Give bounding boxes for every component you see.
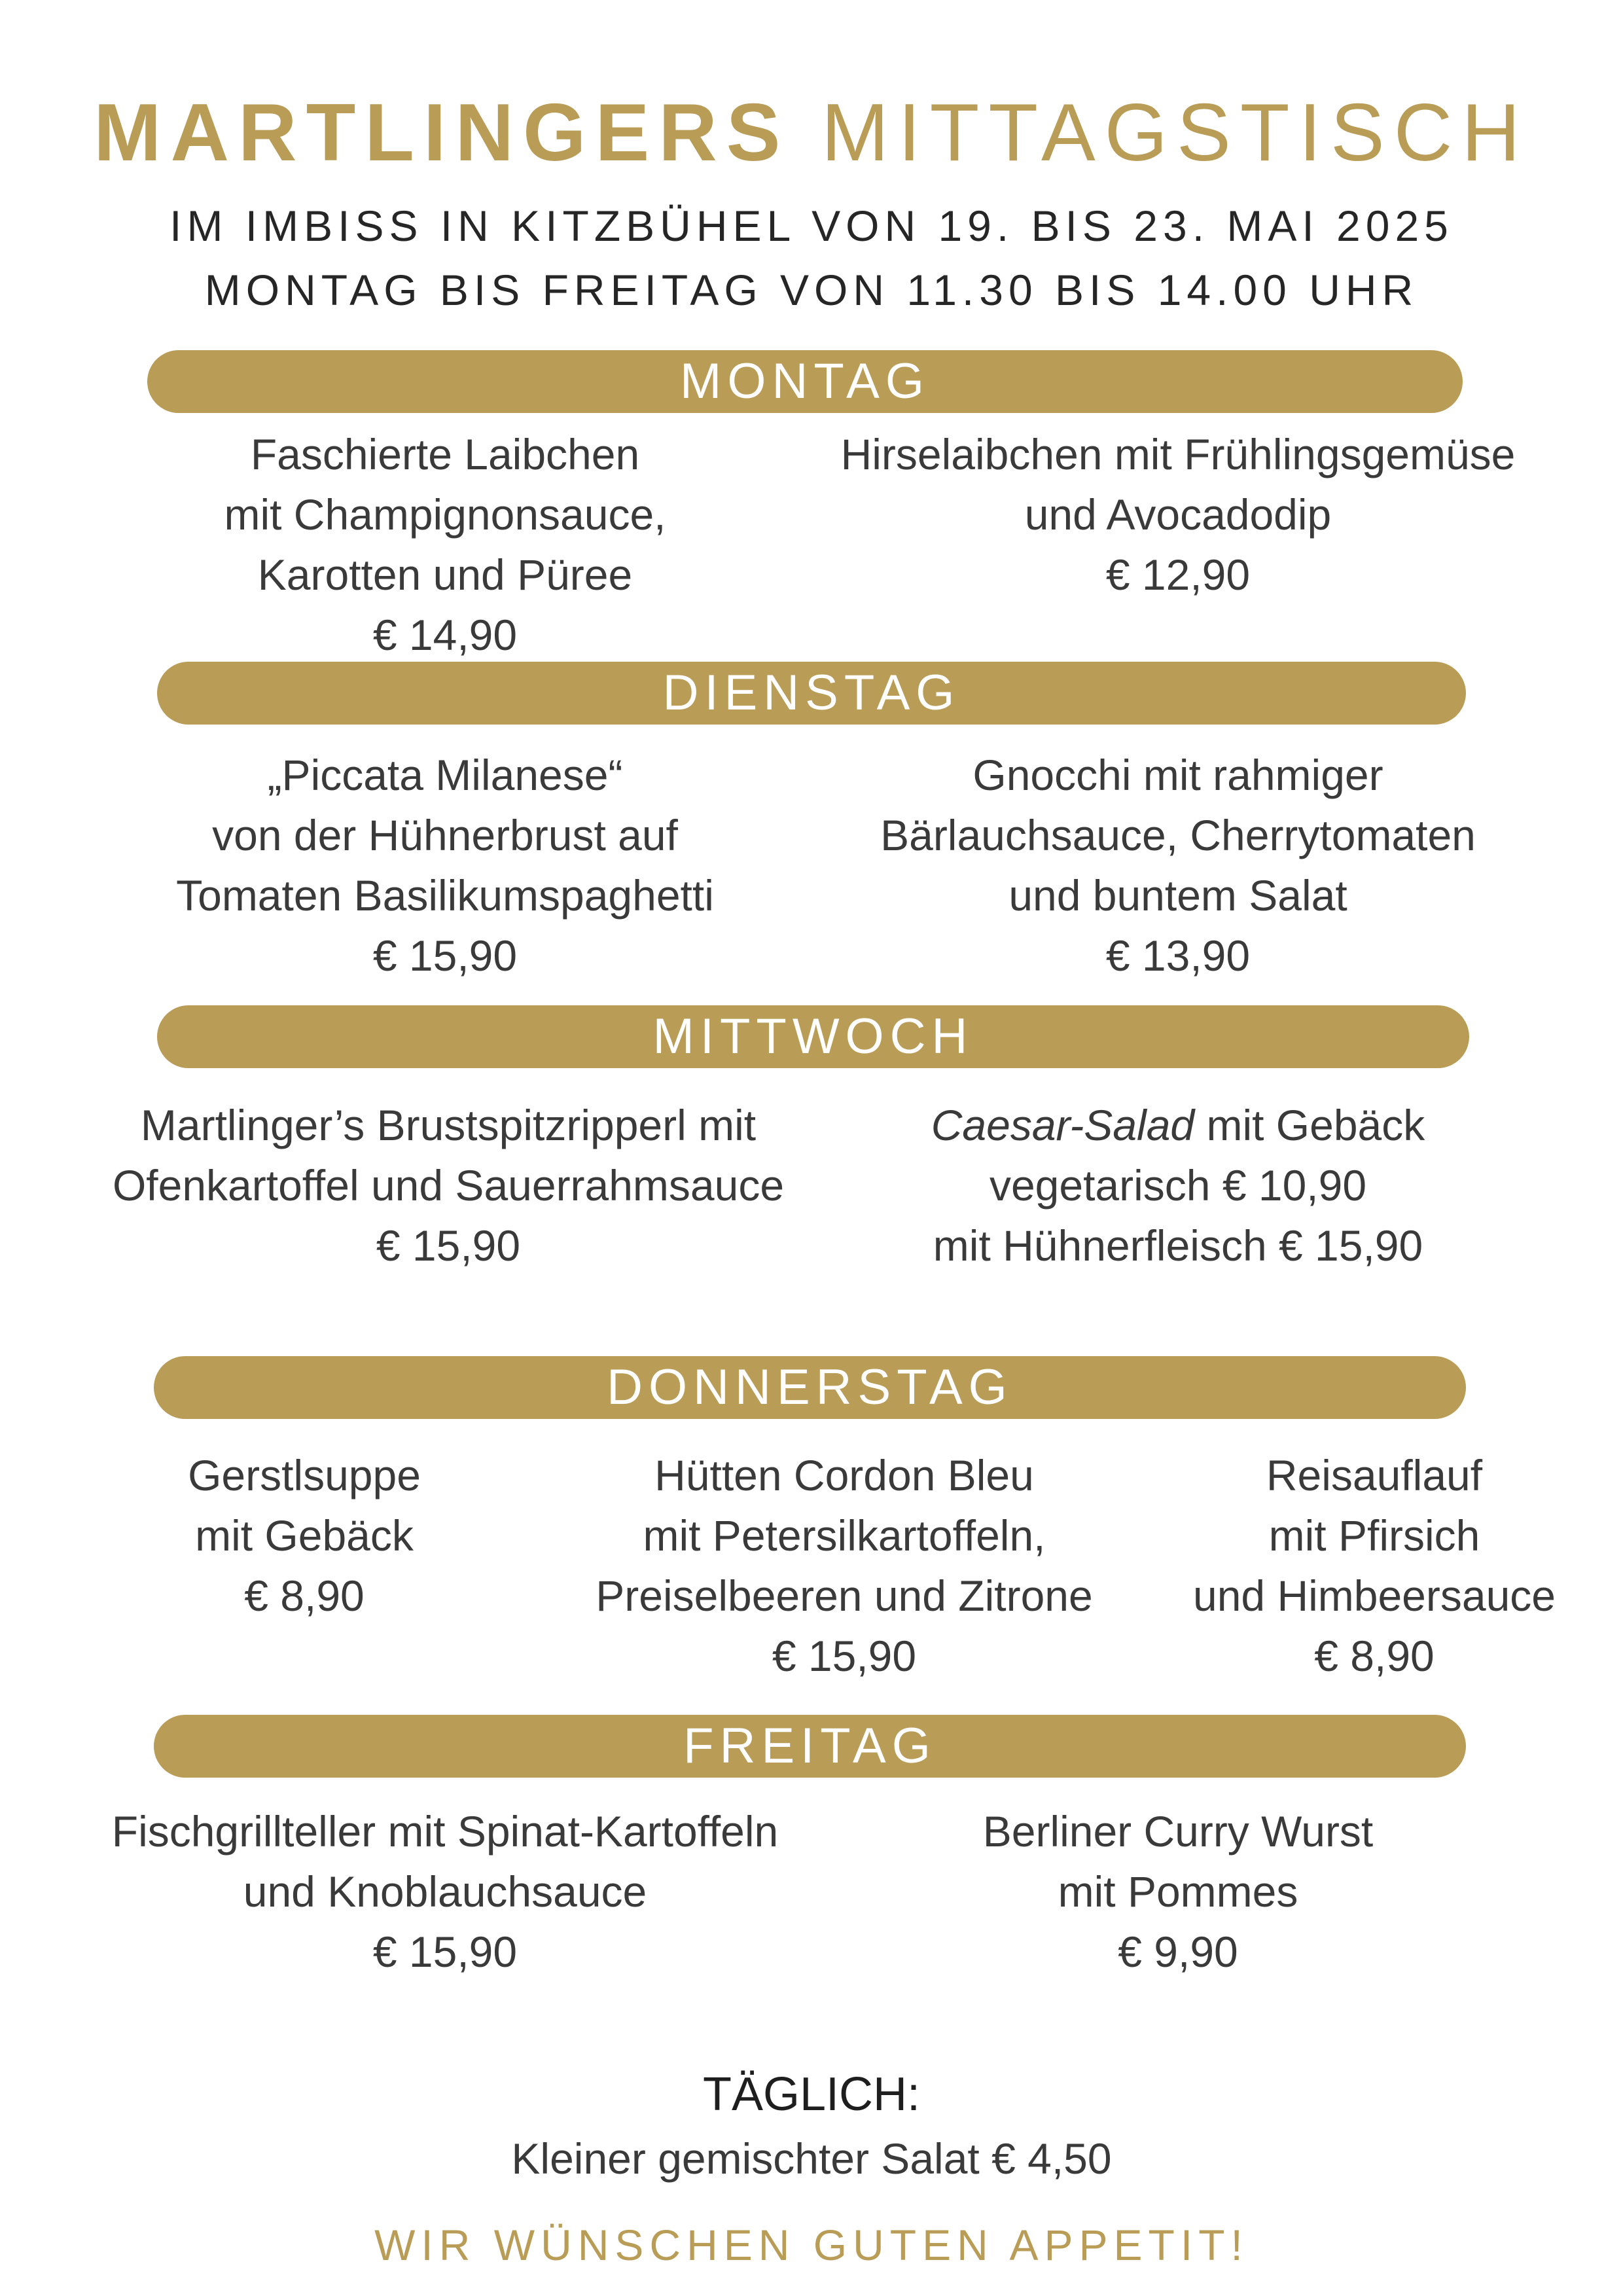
dish-line: Faschierte Laibchen [250,430,640,478]
dish-line: und Himbeersauce [1193,1571,1556,1620]
dish-freitag-2 [916,1801,1440,1982]
page-title [0,84,1623,182]
dish-line: von der Hühnerbrust auf [212,811,678,859]
dish-line: Gerstlsuppe [188,1451,421,1499]
dish-dienstag-1 [131,745,759,986]
dish-line: mit Pommes [1058,1867,1298,1916]
dish-line: Hirselaibchen mit Frühlingsgemüse [840,430,1516,478]
day-bar-montag: MONTAG [147,350,1463,413]
daily-title: TÄGLICH: [702,2068,921,2121]
day-bar-mittwoch: MITTWOCH [157,1005,1469,1068]
dish-price: € 15,90 [376,1221,521,1270]
dish-line: Martlinger’s Brustspitzripperl mit [140,1101,757,1149]
dish-dienstag-2 [838,745,1518,986]
dish-donnerstag-3 [1158,1445,1590,1686]
dish-donnerstag-2 [563,1445,1126,1686]
dish-line-rest: mit Gebäck [1194,1101,1425,1149]
dish-line: Fischgrillteller mit Spinat-Kartoffeln [111,1807,779,1856]
dish-price: € 13,90 [1105,931,1251,980]
daily-item: Kleiner gemischter Salat € 4,50 [511,2134,1112,2183]
dish-line: Ofenkartoffel und Sauerrahmsauce [112,1161,785,1210]
dish-montag-1 [131,424,759,665]
dish-line: mit Pfirsich [1268,1511,1480,1560]
dish-price: mit Hühnerfleisch € 15,90 [933,1221,1423,1270]
day-bar-freitag: FREITAG [154,1715,1466,1778]
dish-price: € 15,90 [372,1928,518,1976]
dish-freitag-1 [92,1801,798,1982]
dish-price: vegetarisch € 10,90 [989,1161,1367,1210]
dish-price: € 8,90 [1314,1632,1435,1680]
dish-line: Tomaten Basilikumspaghetti [176,871,714,920]
day-bar-donnerstag: DONNERSTAG [154,1356,1466,1419]
dish-price: € 15,90 [372,931,518,980]
dish-price: € 12,90 [1105,550,1251,599]
dish-donnerstag-1 [108,1445,501,1626]
dish-price: € 8,90 [244,1571,365,1620]
dish-italic-name: Caesar-Salad [931,1101,1195,1149]
dish-line: und buntem Salat [1008,871,1347,920]
title-brand: MARTLINGERS [94,88,790,178]
dish-line: Bärlauchsauce, Cherrytomaten [880,811,1476,859]
dish-price: € 9,90 [1118,1928,1238,1976]
dish-line: Gnocchi mit rahmiger [972,751,1383,799]
dish-line: Karotten und Püree [257,550,633,599]
dish-montag-2 [812,424,1544,605]
dish-line: Reisauflauf [1266,1451,1483,1499]
dish-price: € 15,90 [772,1632,917,1680]
dish-line: Hütten Cordon Bleu [654,1451,1034,1499]
dish-mittwoch-2 [864,1095,1492,1276]
title-rest: MITTAGSTISCH [821,88,1529,178]
subtitle-location-date: IM IMBISS IN KITZBÜHEL VON 19. BIS 23. MAI 2025 [169,202,1454,250]
dish-line: mit Champignonsauce, [224,490,666,539]
dish-line: Preiselbeeren und Zitrone [596,1571,1093,1620]
subtitle-opening-hours: MONTAG BIS FREITAG VON 11.30 BIS 14.00 UHR [204,266,1419,314]
dish-line: mit Petersilkartoffeln, [643,1511,1046,1560]
dish-line: und Avocadodip [1024,490,1332,539]
day-bar-dienstag: DIENSTAG [157,662,1466,725]
dish-line: „Piccata Milanese“ [267,751,623,799]
footer-greeting: WIR WÜNSCHEN GUTEN APPETIT! [374,2221,1249,2269]
dish-price: € 14,90 [372,611,518,659]
dish-mittwoch-1 [98,1095,798,1276]
dish-line: und Knoblauchsauce [243,1867,647,1916]
dish-line: Berliner Curry Wurst [982,1807,1374,1856]
dish-line: mit Gebäck [195,1511,414,1560]
dish-line [864,1095,1492,1155]
